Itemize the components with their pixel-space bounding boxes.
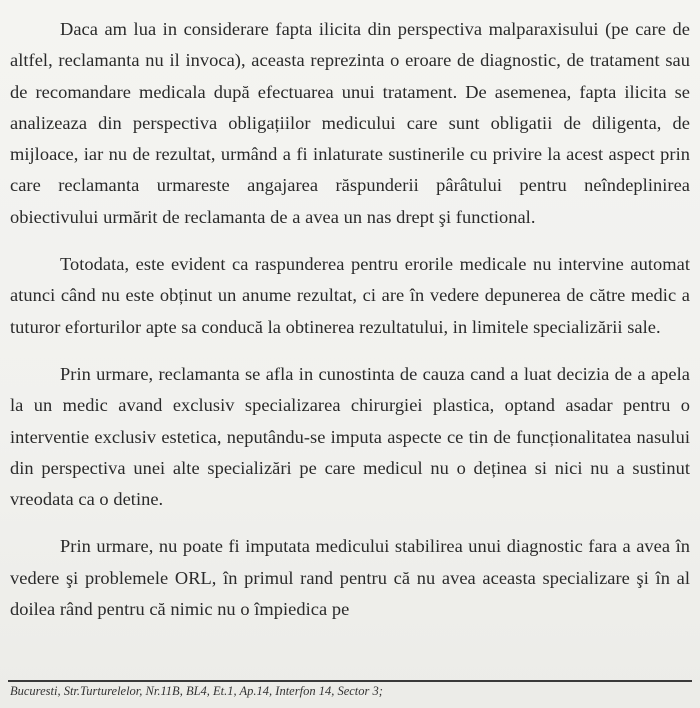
- paragraph-1: Daca am lua in considerare fapta ilicita din perspectiva malparaxisului (pe care de altfel, reclamanta nu il invoca), aceasta reprezinta o eroare de diagnostic, de tratament sau de recomandare medicala după efectuarea unui tratament. De asemenea, fapta ilicita se analizeaza din perspectiva obligațiilor medicului care sunt obligatii de diligenta, de mijloace, iar nu de rezultat, urmând a fi inlaturate sustinerile cu privire la acest aspect prin care reclamanta urmareste angajarea răspunderii pârâtului pentru neîndeplinirea obiectivului urmărit de reclamanta de a avea un nas drept şi functional.: [10, 19, 690, 227]
- paragraph-2: Totodata, este evident ca raspunderea pentru erorile medicale nu intervine automat atunci când nu este obținut un anume rezultat, ci are în vedere depunerea de către medic a tuturor eforturilor apte sa conducă la obtinerea rezultatului, in limitele specializării sale.: [10, 254, 690, 337]
- footer-address: Bucuresti, Str.Turturelelor, Nr.11B, BL4, Et.1, Ap.14, Interfon 14, Sector 3;: [10, 684, 383, 698]
- paragraph-4: Prin urmare, nu poate fi imputata medicului stabilirea unui diagnostic fara a avea în vedere şi problemele ORL, în primul rand pentru că nu avea aceasta specializare şi în al doilea rând pentru că nimic nu o împiedica pe: [10, 536, 690, 620]
- footer-divider: [8, 680, 692, 682]
- document-body: [10, 14, 690, 641]
- paragraph-3: Prin urmare, reclamanta se afla in cunostinta de cauza cand a luat decizia de a apela la un medic avand exclusiv specializarea chirurgiei plastica, optand asadar pentru o interventie exclusiv estetica, neputându-se imputa aspecte ce tin de funcționalitatea nasului din perspectiva unei alte specializări pe care medicul nu o deținea si nici nu a sustinut vreodata ca o detine.: [10, 363, 690, 510]
